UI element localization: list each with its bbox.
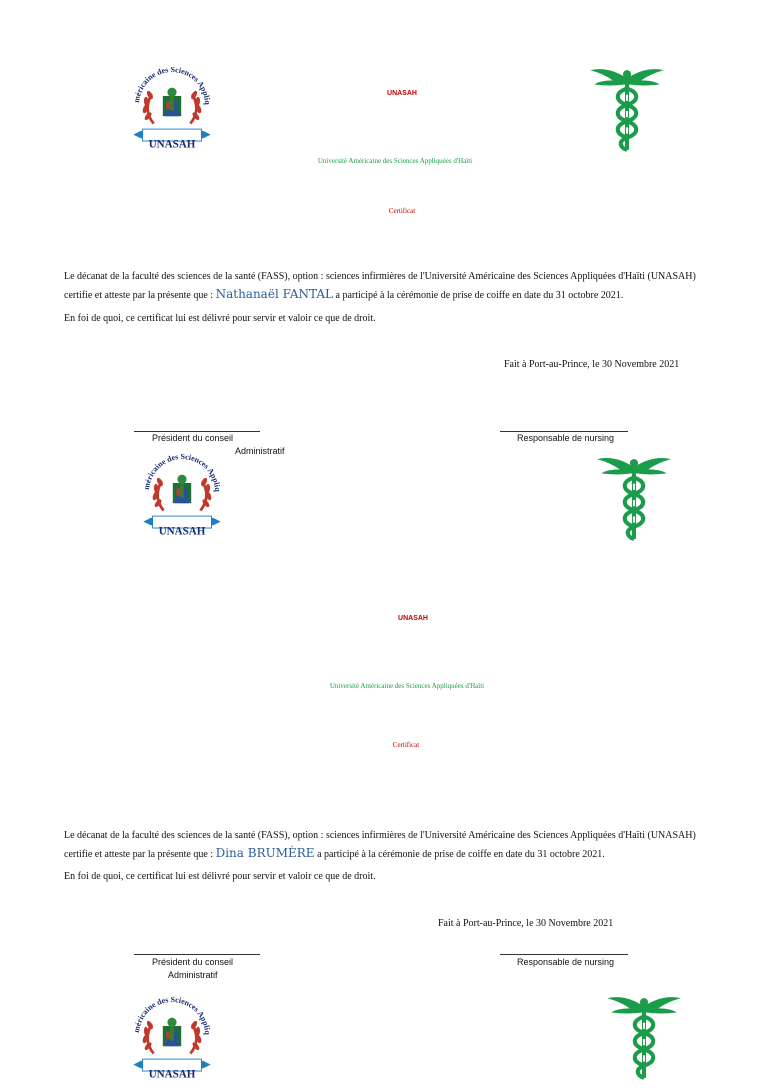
caduceus-icon	[593, 450, 675, 544]
svg-text:UNASAH: UNASAH	[158, 525, 206, 538]
header-unasah: UNASAH	[398, 615, 428, 622]
caduceus-logo-partial	[603, 990, 685, 1024]
university-name: Université Américaine des Sciences Appliquées d'Haïti	[317, 157, 473, 165]
svg-text:UNASAH: UNASAH	[148, 138, 196, 151]
signature-line-left	[134, 431, 260, 432]
unasah-seal-logo	[126, 60, 218, 154]
caduceus-logo	[586, 62, 668, 154]
body-prefix: certifie et atteste par la présente que :	[64, 849, 216, 860]
signature-label-president: Président du conseil	[152, 433, 234, 443]
certificate-body-line1: Le décanat de la faculté des sciences de la santé (FASS), option : sciences infirmières de l'Université Américaine des Sciences Appliquées d'Haïti (UNASAH)	[64, 830, 696, 841]
signature-line-right	[500, 431, 628, 432]
date-place-line: Fait à Port-au-Prince, le 30 Novembre 2021	[504, 359, 680, 370]
caduceus-icon	[586, 62, 668, 154]
signature-label-nursing: Responsable de nursing	[517, 957, 615, 967]
certificate-title: Certificat	[388, 207, 416, 215]
seal-icon	[126, 60, 218, 154]
unasah-seal-logo	[136, 446, 228, 542]
certificate-body-line3: En foi de quoi, ce certificat lui est délivré pour servir et valoir ce que de droit.	[64, 871, 376, 882]
date-place-line: Fait à Port-au-Prince, le 30 Novembre 2021	[438, 918, 614, 929]
body-prefix: certifie et atteste par la présente que :	[64, 290, 216, 301]
certificate-title: Certificat	[392, 741, 420, 749]
recipient-name: Dina BRUMÈRE	[215, 846, 315, 860]
signature-label-nursing: Responsable de nursing	[517, 433, 615, 443]
seal-icon	[126, 990, 218, 1084]
certificate-body-line1: Le décanat de la faculté des sciences de la santé (FASS), option : sciences infirmières de l'Université Américaine des Sciences Appliquées d'Haïti (UNASAH)	[64, 271, 696, 282]
certificate-body-line2	[64, 845, 724, 863]
signature-line-left	[134, 954, 260, 955]
signature-line-right	[500, 954, 628, 955]
svg-text:Université Américaine des Scie: méricaine des Sciences Appliq	[131, 995, 213, 1036]
svg-text:UNASAH: UNASAH	[148, 1068, 196, 1081]
caduceus-icon	[603, 990, 685, 1082]
body-suffix: a participé à la cérémonie de prise de coiffe en date du 31 octobre 2021.	[333, 290, 624, 301]
certificate-body-line2	[64, 286, 724, 304]
certificate-body-line3: En foi de quoi, ce certificat lui est délivré pour servir et valoir ce que de droit.	[64, 313, 376, 324]
signature-label-administratif: Administratif	[168, 970, 218, 980]
signature-label-president: Président du conseil	[152, 957, 234, 967]
unasah-seal-logo-partial	[126, 990, 218, 1081]
caduceus-logo	[593, 450, 675, 544]
body-suffix: a participé à la cérémonie de prise de coiffe en date du 31 octobre 2021.	[314, 849, 605, 860]
svg-text:Université Américaine des Scie: méricaine des Sciences Appliq	[131, 65, 213, 106]
header-unasah: UNASAH	[387, 90, 417, 97]
signature-label-administratif: Administratif	[235, 446, 285, 456]
svg-text:Université Américaine des Scie: méricaine des Sciences Appliq	[141, 452, 223, 493]
recipient-name: Nathanaël FANTAL	[215, 287, 334, 301]
university-name: Université Américaine des Sciences Appliquées d'Haïti	[329, 682, 485, 690]
seal-icon	[136, 446, 228, 542]
